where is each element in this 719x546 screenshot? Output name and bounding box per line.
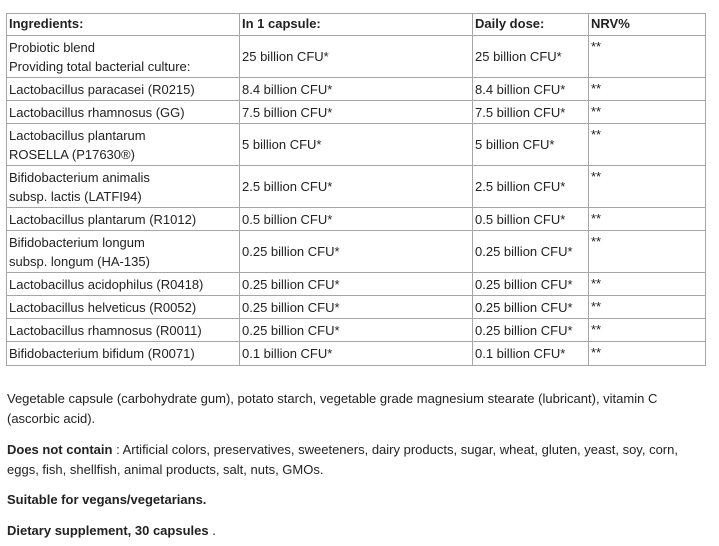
header-ingredients: Ingredients: (7, 14, 240, 36)
ingredient-name-cell (7, 166, 240, 208)
nrv-cell: ** (589, 101, 706, 124)
capsule-amount-cell: 0.5 billion CFU* (240, 208, 473, 231)
daily-dose-cell: 0.5 billion CFU* (473, 208, 589, 231)
table-body (7, 36, 706, 366)
ingredient-name-cell (7, 319, 240, 342)
does-not-contain-list: : Artificial colors, preservatives, sweeteners, dairy products, sugar, wheat, gluten, yeast, soy, corn, eggs, fish, shellfish, animal products, salt, nuts, GMOs. (7, 442, 678, 477)
ingredient-name-line: Probiotic blend (9, 39, 95, 55)
capsule-amount-cell: 2.5 billion CFU* (240, 166, 473, 208)
table-row (7, 208, 706, 231)
table-row (7, 319, 706, 342)
nrv-cell: ** (589, 319, 706, 342)
ingredient-name-cell (7, 101, 240, 124)
table-row (7, 231, 706, 273)
table-row (7, 78, 706, 101)
ingredient-name-line: Lactobacillus paracasei (R0215) (9, 81, 195, 97)
ingredient-name-line: Bifidobacterium longum (9, 234, 145, 250)
nrv-cell: ** (589, 296, 706, 319)
dietary-supplement-text (7, 521, 707, 541)
ingredient-name-cell (7, 78, 240, 101)
ingredients-table (6, 13, 706, 366)
ingredient-name-line: Lactobacillus rhamnosus (R0011) (9, 322, 202, 338)
table-row (7, 273, 706, 296)
ingredient-name-line: Providing total bacterial culture: (9, 58, 191, 74)
dietary-supplement-suffix: . (208, 523, 216, 538)
nrv-cell: ** (589, 78, 706, 101)
daily-dose-cell: 0.25 billion CFU* (473, 231, 589, 273)
daily-dose-cell: 0.1 billion CFU* (473, 342, 589, 366)
daily-dose-cell: 7.5 billion CFU* (473, 101, 589, 124)
capsule-amount-cell: 7.5 billion CFU* (240, 101, 473, 124)
suitable-for-vegans-text: Suitable for vegans/vegetarians. (7, 492, 207, 507)
table-row (7, 342, 706, 366)
daily-dose-cell: 0.25 billion CFU* (473, 296, 589, 319)
nrv-cell: ** (589, 124, 706, 166)
ingredient-name-cell (7, 231, 240, 273)
ingredient-name-line: Lactobacillus plantarum (R1012) (9, 211, 197, 227)
nrv-cell: ** (589, 166, 706, 208)
ingredient-name-line: ROSELLA (P17630®) (9, 146, 135, 162)
table-row (7, 296, 706, 319)
ingredient-name-line: Bifidobacterium animalis (9, 169, 150, 185)
capsule-amount-cell: 5 billion CFU* (240, 124, 473, 166)
ingredient-name-line: Lactobacillus plantarum (9, 127, 146, 143)
daily-dose-cell: 2.5 billion CFU* (473, 166, 589, 208)
does-not-contain-text (7, 440, 707, 480)
nrv-cell: ** (589, 342, 706, 366)
capsule-amount-cell: 8.4 billion CFU* (240, 78, 473, 101)
capsule-amount-cell: 25 billion CFU* (240, 36, 473, 78)
daily-dose-cell: 0.25 billion CFU* (473, 319, 589, 342)
ingredient-name-cell (7, 124, 240, 166)
capsule-amount-cell: 0.25 billion CFU* (240, 296, 473, 319)
nrv-cell: ** (589, 273, 706, 296)
ingredient-name-cell (7, 273, 240, 296)
capsule-amount-cell: 0.25 billion CFU* (240, 273, 473, 296)
ingredient-name-cell (7, 342, 240, 366)
header-in-1-capsule: In 1 capsule: (240, 14, 473, 36)
ingredient-name-cell (7, 296, 240, 319)
ingredient-name-line: Lactobacillus helveticus (R0052) (9, 299, 197, 315)
header-nrv: NRV% (589, 14, 706, 36)
ingredient-name-cell (7, 36, 240, 78)
other-ingredients-text: Vegetable capsule (carbohydrate gum), potato starch, vegetable grade magnesium stearate (lubricant), vitamin C (ascorbic acid). (7, 391, 658, 426)
ingredient-name-line: Bifidobacterium bifidum (R0071) (9, 346, 195, 361)
nrv-cell: ** (589, 36, 706, 78)
table-row (7, 124, 706, 166)
daily-dose-cell: 0.25 billion CFU* (473, 273, 589, 296)
nrv-cell: ** (589, 231, 706, 273)
nrv-cell: ** (589, 208, 706, 231)
ingredient-name-cell (7, 208, 240, 231)
capsule-amount-cell: 0.25 billion CFU* (240, 231, 473, 273)
ingredient-name-line: subsp. longum (HA-135) (9, 253, 150, 269)
table-row (7, 36, 706, 78)
ingredient-name-line: Lactobacillus acidophilus (R0418) (9, 276, 204, 292)
ingredient-name-line: subsp. lactis (LATFI94) (9, 188, 142, 204)
table-row (7, 101, 706, 124)
capsule-amount-cell: 0.1 billion CFU* (240, 342, 473, 366)
header-daily-dose: Daily dose: (473, 14, 589, 36)
daily-dose-cell: 25 billion CFU* (473, 36, 589, 78)
table-header-row (7, 14, 706, 36)
daily-dose-cell: 8.4 billion CFU* (473, 78, 589, 101)
daily-dose-cell: 5 billion CFU* (473, 124, 589, 166)
ingredient-name-line: Lactobacillus rhamnosus (GG) (9, 104, 185, 120)
table-row (7, 166, 706, 208)
dietary-supplement-label: Dietary supplement, 30 capsules (7, 523, 209, 538)
does-not-contain-label: Does not contain (7, 442, 113, 457)
capsule-amount-cell: 0.25 billion CFU* (240, 319, 473, 342)
